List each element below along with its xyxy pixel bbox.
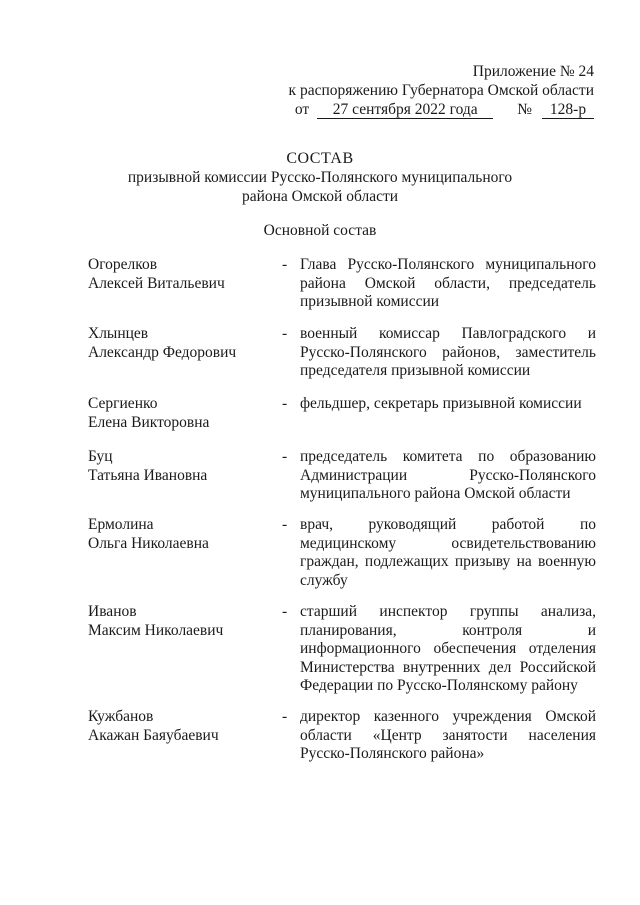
appendix-number: Приложение № 24 xyxy=(472,63,594,80)
member-dash: - xyxy=(282,395,288,412)
member-given-names: Александр Федорович xyxy=(88,343,237,361)
appendix-reference: к распоряжению Губернатора Омской области xyxy=(288,82,594,99)
member-role: Глава Русско-Полянского муниципального района Омской области, председатель призывной комиссии xyxy=(300,256,596,310)
member-surname: Ермолина xyxy=(88,516,154,533)
member-role: председатель комитета по образованию Администрации Русско-Полянского муниципального района Омской области xyxy=(300,448,596,502)
order-date: 27 сентября 2022 года xyxy=(317,102,493,119)
title-line-1: призывной комиссии Русско-Полянского муниципального xyxy=(127,169,513,186)
appendix-date-row xyxy=(289,100,594,119)
member-name xyxy=(88,603,278,640)
member-name xyxy=(88,325,278,362)
member-surname: Огорелков xyxy=(88,256,158,273)
member-name xyxy=(88,395,278,432)
title-line-2: района Омской области xyxy=(241,188,399,205)
member-surname: Сергиенко xyxy=(88,395,158,412)
document-title xyxy=(0,149,640,206)
number-sign: № xyxy=(517,101,532,118)
member-dash: - xyxy=(282,603,288,620)
member-role: военный комиссар Павлоградского и Русско-Полянского районов, заместитель председателя призывной комиссии xyxy=(300,325,596,379)
member-given-names: Елена Викторовна xyxy=(88,413,210,431)
member-name xyxy=(88,708,278,745)
member-surname: Буц xyxy=(88,448,113,465)
member-name xyxy=(88,448,278,485)
member-dash: - xyxy=(282,325,288,342)
order-number: 128-р xyxy=(542,102,594,119)
member-given-names: Ольга Николаевна xyxy=(88,534,209,552)
member-role: директор казенного учреждения Омской области «Центр занятости населения Русско-Полянского района» xyxy=(300,708,596,762)
member-given-names: Татьяна Ивановна xyxy=(88,466,208,484)
member-surname: Кужбанов xyxy=(88,708,154,725)
section-title: Основной состав xyxy=(263,222,377,239)
member-given-names: Акажан Баяубаевич xyxy=(88,726,219,744)
member-dash: - xyxy=(282,256,288,273)
member-role: врач, руководящий работой по медицинскому освидетельствованию граждан, подлежащих призыву на военную службу xyxy=(300,516,596,589)
member-role: старший инспектор группы анализа, планирования, контроля и информационного обеспечения отделения Министерства внутренних дел Российской Федерации по Русско-Полянскому району xyxy=(300,603,596,694)
member-surname: Хлынцев xyxy=(88,325,149,342)
member-given-names: Алексей Витальевич xyxy=(88,274,225,292)
member-given-names: Максим Николаевич xyxy=(88,621,224,639)
title-heading: СОСТАВ xyxy=(286,150,354,167)
member-surname: Иванов xyxy=(88,603,137,620)
member-role: фельдшер, секретарь призывной комиссии xyxy=(300,395,582,412)
member-name xyxy=(88,516,278,553)
from-label: от xyxy=(294,101,310,118)
member-dash: - xyxy=(282,516,288,533)
appendix-header xyxy=(289,62,594,119)
member-dash: - xyxy=(282,448,288,465)
member-name xyxy=(88,256,278,293)
member-dash: - xyxy=(282,708,288,725)
